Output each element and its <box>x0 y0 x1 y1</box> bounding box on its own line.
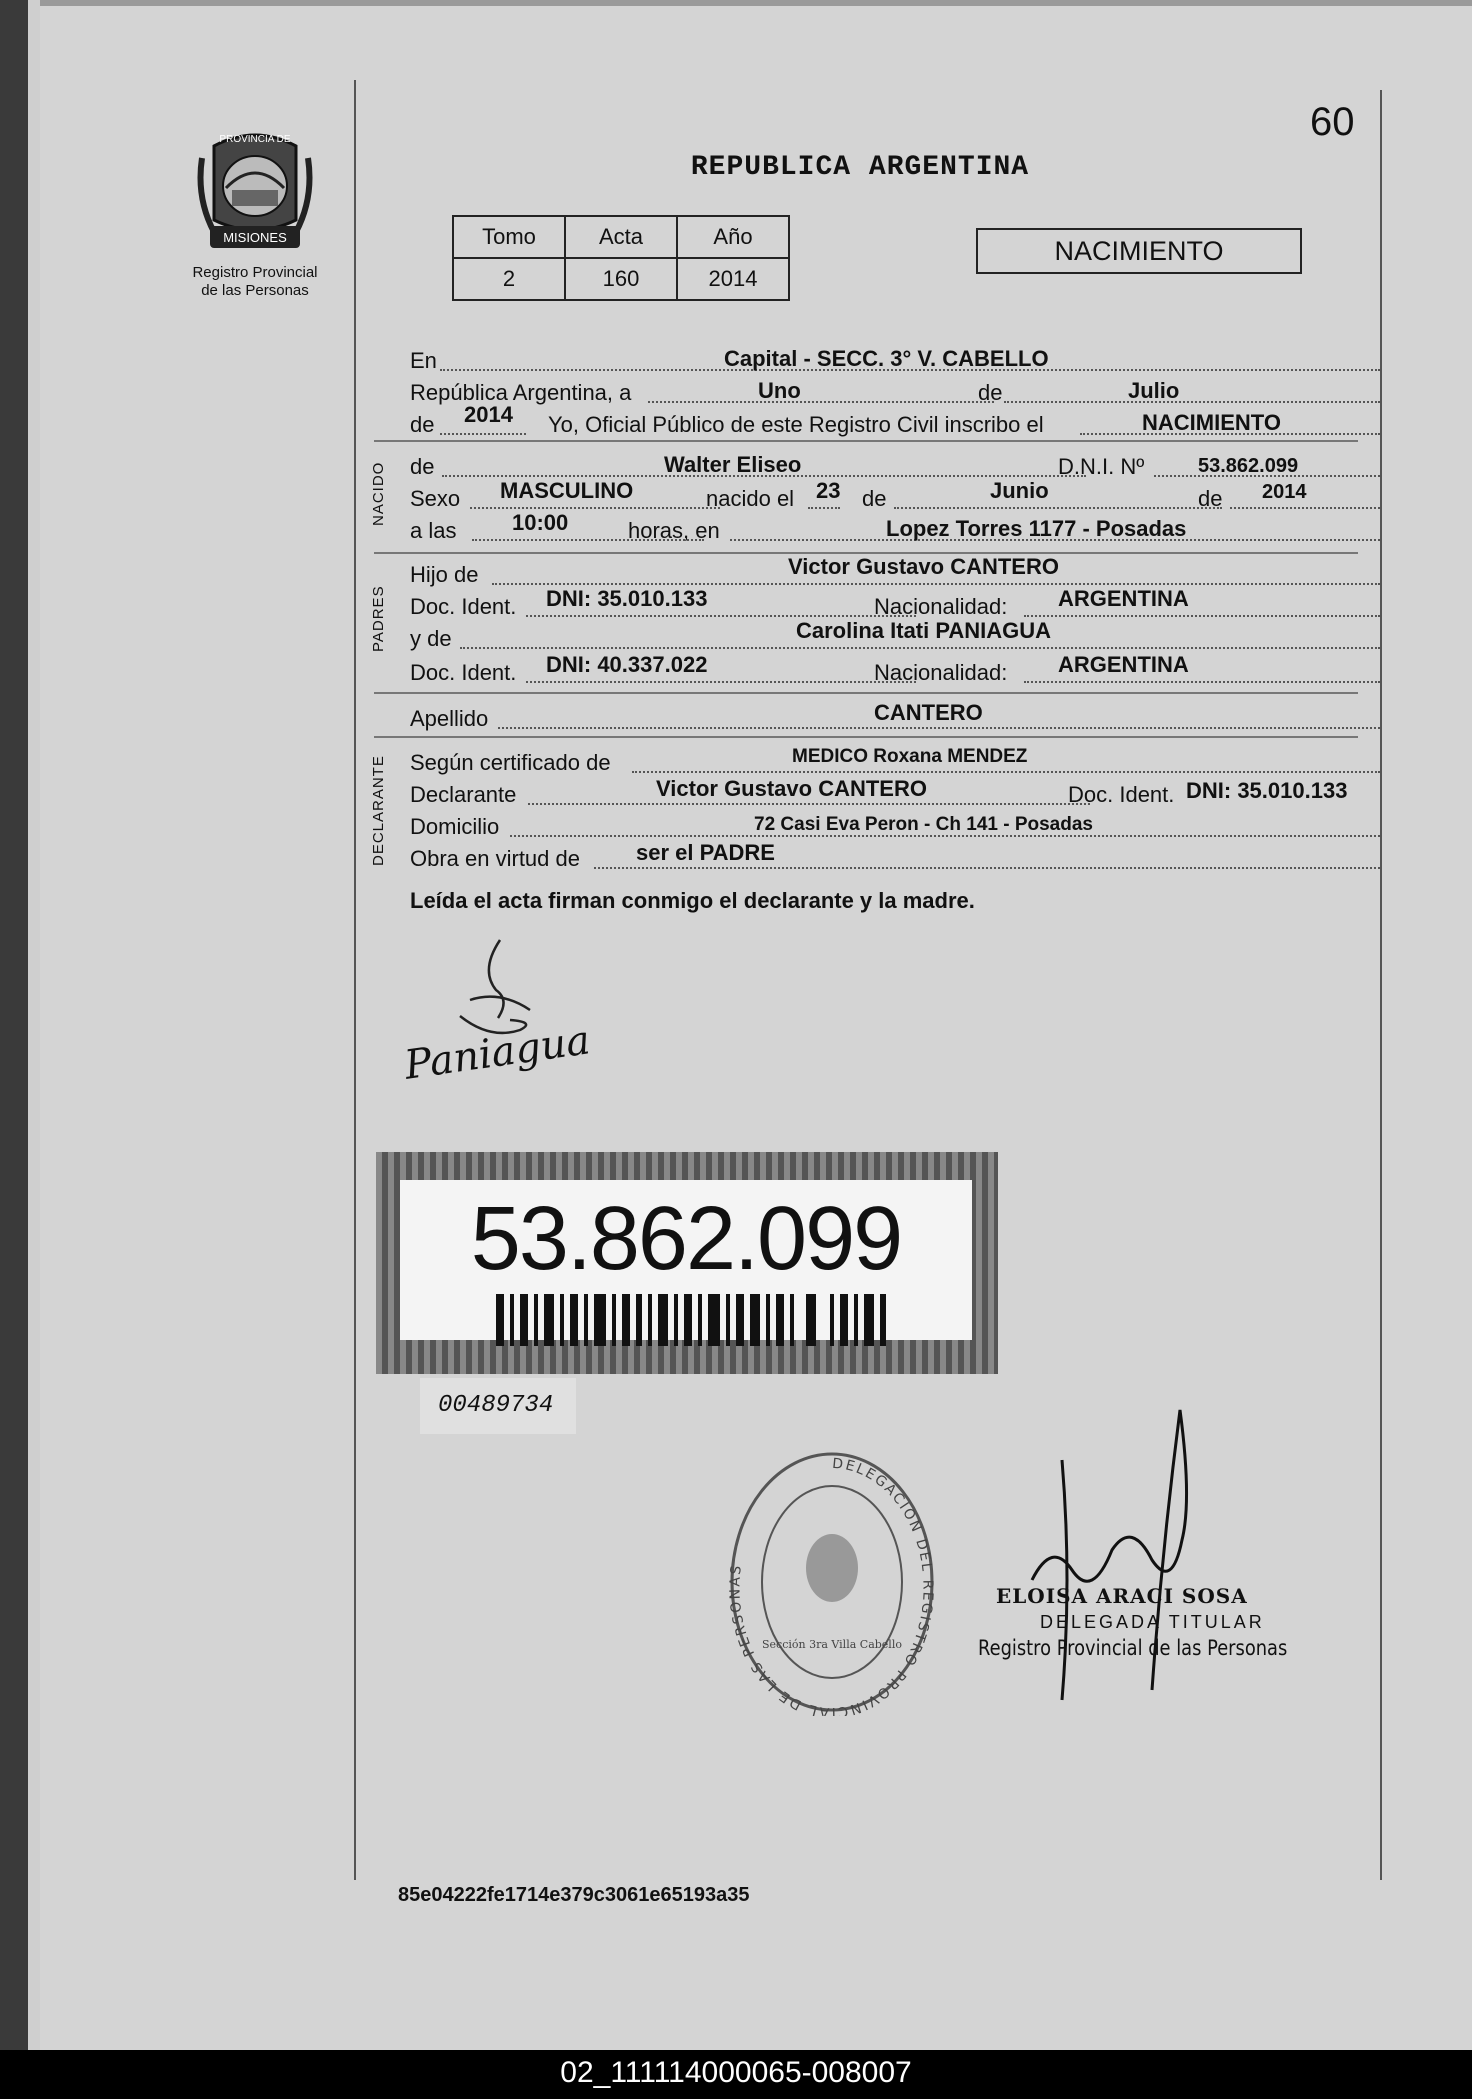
hijo-de-label: Hijo de <box>410 562 479 587</box>
de-label: de <box>1198 486 1223 511</box>
dotted-line <box>1230 507 1380 509</box>
emblem-text-bottom: MISIONES <box>223 230 287 245</box>
record-table-header-row <box>453 216 789 258</box>
act-value: NACIMIENTO <box>1142 410 1281 435</box>
dotted-line <box>808 507 840 509</box>
row-father-doc <box>410 588 1380 620</box>
official-seal-icon <box>726 1448 938 1716</box>
row-certificado <box>410 744 1380 776</box>
a-las-label: a las <box>410 518 457 543</box>
y-de-label: y de <box>410 626 452 651</box>
row-obra <box>410 840 1380 872</box>
time-value: 10:00 <box>512 510 569 535</box>
nacionalidad-label: Nacionalidad: <box>874 660 1008 685</box>
de-label: de <box>410 454 435 479</box>
row-y-de <box>410 620 1380 652</box>
dotted-line <box>594 867 1380 869</box>
official-role: DELEGADA TITULAR <box>1040 1612 1265 1632</box>
dotted-line <box>1024 615 1380 617</box>
dotted-line <box>528 803 1090 805</box>
nacido-el-label: nacido el <box>706 486 795 511</box>
birth-year-value: 2014 <box>1262 481 1307 503</box>
record-value-ano: 2014 <box>677 258 789 300</box>
apellido-value: CANTERO <box>874 700 983 725</box>
section-separator <box>374 440 1358 442</box>
row-apellido <box>410 700 1380 732</box>
official-office: Registro Provincial de las Personas <box>978 1636 1288 1660</box>
declarant-name-value: Victor Gustavo CANTERO <box>656 776 927 801</box>
row-nacido-time <box>410 512 1380 544</box>
sex-value: MASCULINO <box>500 478 634 503</box>
father-nationality-value: ARGENTINA <box>1058 586 1189 611</box>
dotted-line <box>526 615 916 617</box>
year-label: de <box>410 412 435 437</box>
record-table-value-row <box>453 258 789 300</box>
row-nacido-name <box>410 448 1380 480</box>
row-inscribo <box>410 402 1380 438</box>
sexo-label: Sexo <box>410 486 461 511</box>
republica-label: República Argentina, a <box>410 380 632 405</box>
place-value: Capital - SECC. 3° V. CABELLO <box>724 346 1049 371</box>
record-header-ano: Año <box>677 216 789 258</box>
section-label-padres: PADRES <box>370 585 387 652</box>
scan-left-edge <box>0 0 40 2050</box>
address-value: 72 Casi Eva Peron - Ch 141 - Posadas <box>754 814 1093 835</box>
record-type-box: NACIMIENTO <box>976 228 1302 274</box>
de-label: de <box>862 486 887 511</box>
id-sticker-label <box>400 1180 972 1340</box>
province-emblem-icon <box>196 128 314 258</box>
registry-label <box>170 264 340 300</box>
mother-doc-value: DNI: 40.337.022 <box>546 652 708 677</box>
dotted-line <box>894 507 1222 509</box>
record-table <box>452 215 790 301</box>
doc-ident-label: Doc. Ident. <box>410 660 517 685</box>
id-sticker <box>376 1152 998 1374</box>
dotted-line <box>648 401 994 403</box>
reason-value: ser el PADRE <box>636 840 775 865</box>
row-hijo-de <box>410 556 1380 588</box>
obra-label: Obra en virtud de <box>410 846 580 871</box>
barcode <box>496 1294 886 1346</box>
mother-nationality-value: ARGENTINA <box>1058 652 1189 677</box>
doc-ident-label: Doc. Ident. <box>1068 782 1175 807</box>
record-value-acta: 160 <box>565 258 677 300</box>
row-domicilio <box>410 808 1380 840</box>
father-doc-value: DNI: 35.010.133 <box>546 586 708 611</box>
father-name-value: Victor Gustavo CANTERO <box>788 554 1059 579</box>
year-value: 2014 <box>464 402 513 427</box>
en-label: En <box>410 348 437 373</box>
page-number: 60 <box>1310 100 1355 144</box>
record-header-acta: Acta <box>565 216 677 258</box>
child-name-value: Walter Eliseo <box>664 452 802 477</box>
left-margin-line <box>354 80 356 1880</box>
dotted-line <box>492 583 1380 585</box>
official-name: ELOISA ARACI SOSA <box>996 1584 1248 1608</box>
apellido-label: Apellido <box>410 706 489 731</box>
dotted-line <box>498 727 1380 729</box>
row-nacido-birth <box>410 480 1380 512</box>
dotted-line <box>526 681 916 683</box>
dni-label: D.N.I. Nº <box>1058 454 1145 479</box>
sheet-top-edge <box>0 0 1472 6</box>
sticker-number: 53.862.099 <box>470 1189 902 1289</box>
dotted-line <box>1024 681 1380 683</box>
record-value-tomo: 2 <box>453 258 565 300</box>
child-dni-value: 53.862.099 <box>1198 455 1299 477</box>
registry-label-line1: Registro Provincial <box>192 264 318 281</box>
seal-inner-text: Sección 3ra Villa Cabello <box>762 1638 902 1651</box>
document-hash: 85e04222fe1714e379c3061e65193a35 <box>398 1884 750 1906</box>
signature-name: Paniagua <box>401 1017 593 1089</box>
row-republica <box>410 374 1380 406</box>
birth-month-value: Junio <box>990 478 1049 503</box>
dotted-line <box>1004 401 1380 403</box>
record-header-tomo: Tomo <box>453 216 565 258</box>
section-label-declarante: DECLARANTE <box>370 755 387 866</box>
section-separator <box>374 736 1358 738</box>
day-value: Uno <box>758 378 801 403</box>
seal-outer-text: DELEGACION DEL REGISTRO PROVINCIAL DE LAS PERSONAS <box>727 1455 936 1716</box>
nacionalidad-label: Nacionalidad: <box>874 594 1008 619</box>
statement-text: Yo, Oficial Público de este Registro Civil inscribo el <box>548 412 1044 437</box>
row-declarante <box>410 776 1380 808</box>
dotted-line <box>632 771 1380 773</box>
doc-ident-label: Doc. Ident. <box>410 594 517 619</box>
certificado-label: Según certificado de <box>410 750 611 775</box>
section-label-nacido: NACIDO <box>370 461 387 526</box>
declarant-doc-value: DNI: 35.010.133 <box>1186 778 1348 803</box>
dotted-line <box>470 507 720 509</box>
month-value: Julio <box>1128 378 1180 403</box>
de-label: de <box>978 380 1003 405</box>
birth-day-value: 23 <box>816 478 841 503</box>
section-separator <box>374 692 1358 694</box>
declarante-label: Declarante <box>410 782 517 807</box>
domicilio-label: Domicilio <box>410 814 500 839</box>
horas-label: horas, en <box>628 518 720 543</box>
row-mother-doc <box>410 654 1380 686</box>
row-en <box>410 342 1380 374</box>
registry-label-line2: de las Personas <box>201 282 309 299</box>
mother-name-value: Carolina Itati PANIAGUA <box>796 618 1052 643</box>
emblem-text-top: PROVINCIA DE <box>219 134 291 145</box>
file-id: 02_111114000065-008007 <box>560 2056 912 2089</box>
dotted-line <box>440 433 526 435</box>
closing-statement: Leída el acta firman conmigo el declarante y la madre. <box>410 888 975 913</box>
serial-number: 00489734 <box>420 1378 576 1434</box>
right-margin-line <box>1380 90 1382 1880</box>
official-signature <box>962 1400 1262 1710</box>
certificate-value: MEDICO Roxana MENDEZ <box>792 746 1028 767</box>
dotted-line <box>460 647 1380 649</box>
birth-place-value: Lopez Torres 1177 - Posadas <box>886 516 1187 541</box>
document-title: REPUBLICA ARGENTINA <box>690 152 1030 183</box>
scan-left-edge-paper <box>28 0 40 2050</box>
